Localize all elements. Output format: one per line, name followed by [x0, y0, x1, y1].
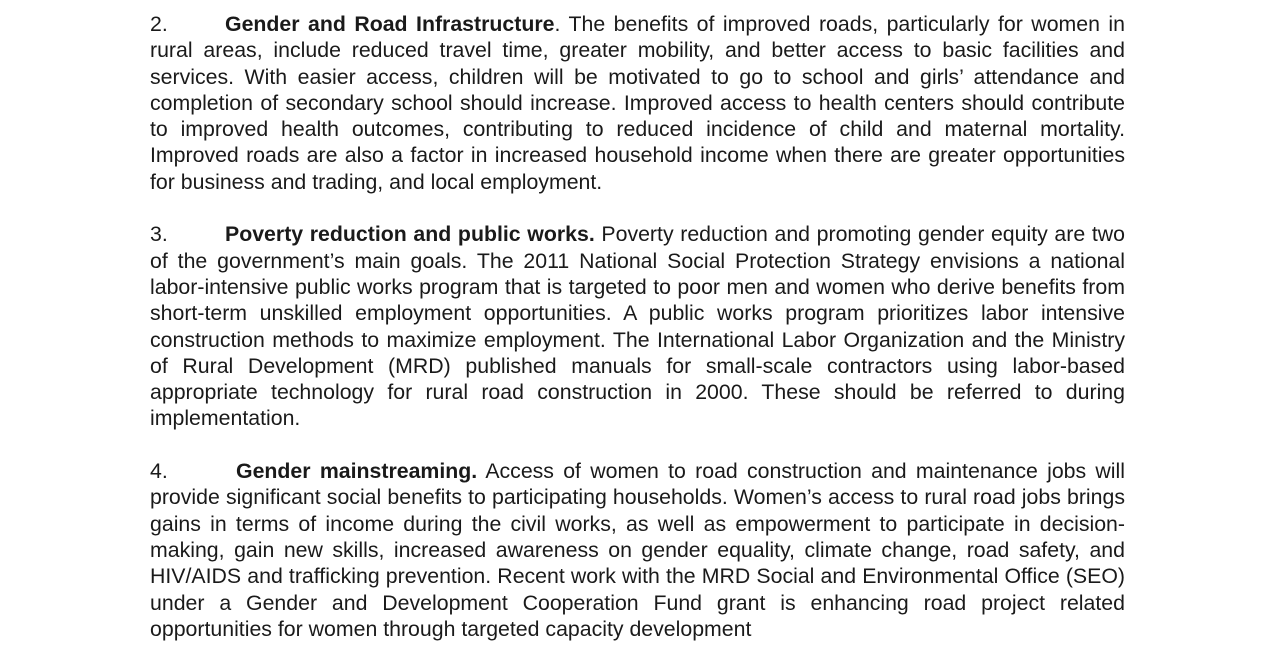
paragraph-body: . The benefits of improved roads, particularly for women in rural areas, include reduced travel time, greater mobility, and better access to basic facilities and services. With easier access, children will be motivated to go to school and girls’ attendance and completion of secondary school should increase. Improved access to health centers should contribute to improved health outcomes, contributing to reduced incidence of child and maternal mortality. Improved roads are also a factor in increased household income when there are greater opportunities for business and trading, and local employment.	[150, 12, 1125, 194]
paragraph-heading: Gender and Road Infrastructure	[225, 12, 555, 36]
paragraph-number: 4.	[150, 459, 168, 484]
document-page	[150, 11, 1125, 668]
paragraph-body: Access of women to road construction and maintenance jobs will provide significant social benefits to participating households. Women’s access to rural road jobs brings gains in terms of income during the civil works, as well as empowerment to participate in decision-making, gain new skills, increased awareness on gender equality, climate change, road safety, and HIV/AIDS and trafficking prevention. Recent work with the MRD Social and Environmental Office (SEO) under a Gender and Development Cooperation Fund grant is enhancing road project related opportunities for women through targeted capacity development	[150, 459, 1126, 641]
paragraph-number: 3.	[150, 222, 168, 247]
paragraph-body: Poverty reduction and promoting gender equity are two of the government’s main goals. The 2011 National Social Protection Strategy envisions a national labor-intensive public works program that is targeted to poor men and women who derive benefits from short-term unskilled employment opportunities. A public works program prioritizes labor intensive construction methods to maximize employment. The International Labor Organization and the Ministry of Rural Development (MRD) published manuals for small-scale contractors using labor-based appropriate technology for rural road construction in 2000. These should be referred to during implementation.	[150, 222, 1125, 431]
paragraph-2	[150, 11, 1125, 195]
paragraph-3	[150, 221, 1125, 431]
paragraph-number: 2.	[150, 12, 168, 36]
paragraph-4	[150, 458, 1125, 642]
paragraph-heading: Poverty reduction and public works.	[225, 222, 595, 247]
paragraph-heading: Gender mainstreaming.	[236, 459, 478, 484]
